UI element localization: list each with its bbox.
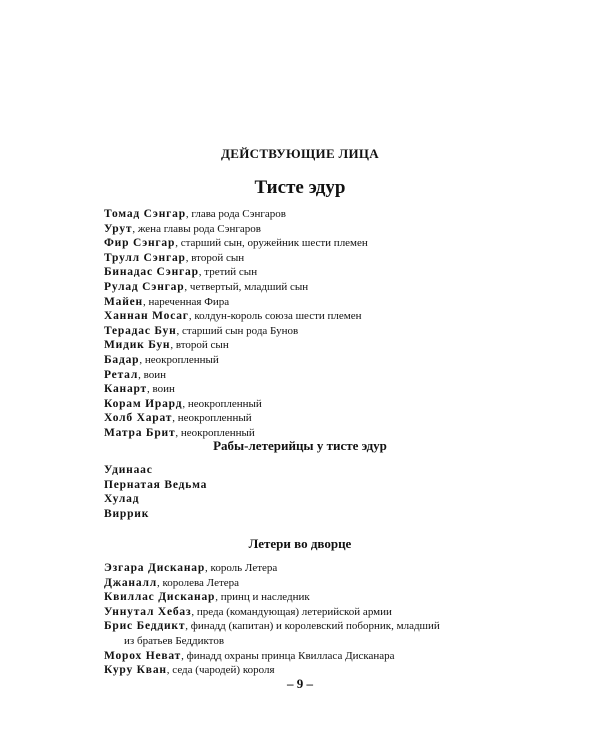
character-entry xyxy=(104,368,544,383)
character-entry xyxy=(104,411,544,426)
section-title-tiste-edur: Тисте эдур xyxy=(254,177,346,198)
character-description: , колдун-король союза шести племен xyxy=(188,310,362,323)
character-description: , король Летера xyxy=(205,562,278,574)
character-name: Виррик xyxy=(104,507,150,520)
character-entry xyxy=(104,309,544,324)
character-description: , глава рода Сэнгаров xyxy=(185,208,286,220)
section-title-slaves: Рабы-летерийцы у тисте эдур xyxy=(213,438,387,453)
character-entry xyxy=(104,265,544,280)
character-description: , второй сын xyxy=(185,251,245,264)
character-name: Корам Ирард xyxy=(104,397,183,410)
character-entry xyxy=(104,338,544,353)
character-description: , старший сын рода Бунов xyxy=(176,324,299,337)
character-name: Пернатая Ведьма xyxy=(104,478,208,491)
character-name: Эзгара Дисканар xyxy=(104,562,206,574)
character-name: Квиллас Дисканар xyxy=(104,591,216,604)
character-description-continuation: из братьев Беддиктов xyxy=(124,634,225,647)
character-name: Уннутал Хебаз xyxy=(104,605,192,618)
character-entry xyxy=(104,576,544,591)
character-description: , третий сын xyxy=(198,266,258,279)
character-name: Ханнан Мосаг xyxy=(104,310,189,323)
character-name: Матра Брит xyxy=(104,426,176,439)
character-name: Трулл Сэнгар xyxy=(104,251,186,264)
character-entry xyxy=(104,382,544,397)
character-entry xyxy=(104,649,544,664)
character-entry xyxy=(104,207,544,222)
character-entry xyxy=(104,236,544,251)
character-name: Фир Сэнгар xyxy=(104,237,176,250)
character-name: Удинаас xyxy=(104,464,153,476)
character-name: Ретал xyxy=(104,368,139,381)
character-description: , финадд (капитан) и королевский поборник, младший xyxy=(185,620,440,633)
character-entry xyxy=(104,353,544,368)
character-description: , старший сын, оружейник шести племен xyxy=(175,237,368,250)
character-entry xyxy=(104,605,544,620)
character-name: Рулад Сэнгар xyxy=(104,280,185,293)
character-name: Канарт xyxy=(104,383,148,396)
character-name: Майен xyxy=(104,295,143,308)
character-description: , королева Летера xyxy=(156,576,240,589)
character-entry xyxy=(104,492,544,507)
character-name: Томад Сэнгар xyxy=(104,208,186,220)
character-entry xyxy=(104,507,544,522)
character-description: , седа (чародей) короля xyxy=(166,664,275,677)
character-name: Урут xyxy=(104,222,133,235)
character-description: , неокропленный xyxy=(182,397,262,410)
character-entry xyxy=(104,478,544,493)
character-entry xyxy=(104,280,544,295)
character-description: , неокропленный xyxy=(175,426,255,439)
character-description: , второй сын xyxy=(170,339,229,352)
character-entry xyxy=(104,222,544,237)
section-title-palace: Летери во дворце xyxy=(248,536,352,551)
character-entry xyxy=(104,397,544,412)
character-description: , жена главы рода Сэнгаров xyxy=(132,222,261,235)
character-entry xyxy=(104,324,544,339)
character-list-tiste-edur xyxy=(104,207,544,441)
character-description: , воин xyxy=(138,368,166,381)
character-name: Хулад xyxy=(104,493,140,506)
character-description: , воин xyxy=(147,383,175,396)
character-entry xyxy=(104,251,544,266)
character-description: , неокропленный xyxy=(172,412,252,425)
character-name: Бадар xyxy=(104,353,140,366)
page-heading: ДЕЙСТВУЮЩИЕ ЛИЦА xyxy=(221,146,379,161)
character-name: Брис Беддикт xyxy=(104,620,186,633)
character-name: Мидик Бун xyxy=(104,339,171,352)
character-description: , финадд охраны принца Квилласа Дисканара xyxy=(181,649,395,662)
character-description: , нареченная Фира xyxy=(142,295,230,308)
character-entry xyxy=(104,619,544,648)
character-name: Холб Харат xyxy=(104,412,173,425)
character-name: Куру Кван xyxy=(104,664,167,677)
character-description: , преда (командующая) летерийской армии xyxy=(191,605,392,618)
character-name: Джаналл xyxy=(104,576,157,589)
character-name: Бинадас Сэнгар xyxy=(104,266,199,279)
character-name: Терадас Бун xyxy=(104,324,177,337)
character-entry xyxy=(104,463,544,478)
character-entry xyxy=(104,295,544,310)
character-entry xyxy=(104,561,544,576)
character-list-palace xyxy=(104,561,544,678)
page-number: – 9 – xyxy=(287,676,313,691)
character-description: , принц и наследник xyxy=(215,591,310,604)
character-description: , четвертый, младший сын xyxy=(184,280,309,293)
character-description: , неокропленный xyxy=(139,353,219,366)
character-entry xyxy=(104,590,544,605)
character-list-slaves xyxy=(104,463,544,521)
character-name: Морох Неват xyxy=(104,649,182,662)
